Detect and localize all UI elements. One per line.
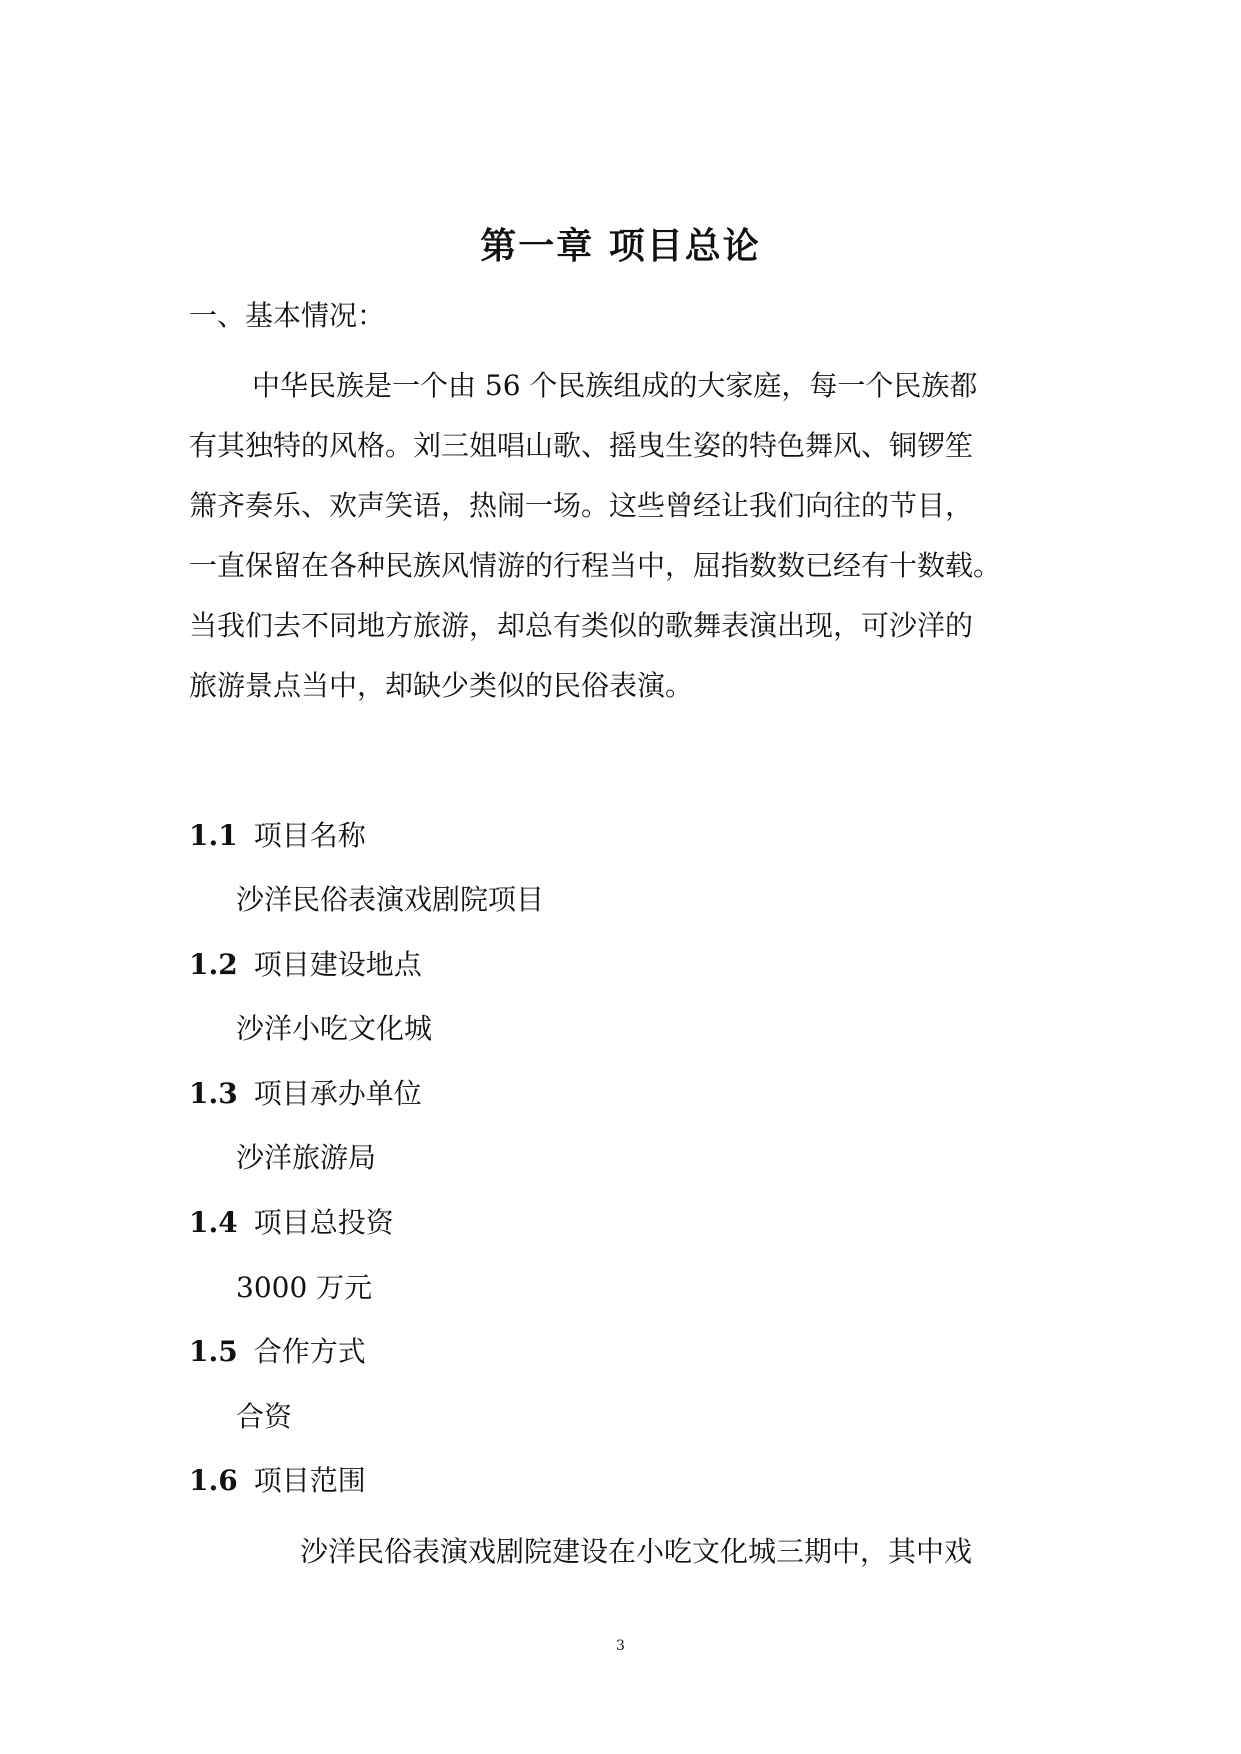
item-label: 项目名称 [253, 819, 366, 852]
item-number: 1.3 [189, 1077, 238, 1110]
item-heading-1-1 [189, 814, 366, 854]
item-label: 项目承办单位 [253, 1077, 422, 1110]
item-label: 合作方式 [253, 1335, 366, 1368]
page-number: 3 [616, 1638, 625, 1654]
intro-line: 一直保留在各种民族风情游的行程当中，屈指数数已经有十数载。 [189, 549, 1002, 582]
intro-line: 中华民族是一个由 56 个民族组成的大家庭，每一个民族都 [252, 369, 978, 402]
intro-line: 箫齐奏乐、欢声笑语，热闹一场。这些曾经让我们向往的节目， [189, 489, 974, 522]
item-value-1-1: 沙洋民俗表演戏剧院项目 [236, 883, 545, 916]
item-value-1-5: 合资 [236, 1400, 293, 1433]
item-number: 1.6 [189, 1464, 238, 1497]
item-heading-1-2 [189, 943, 422, 983]
item-heading-1-3 [189, 1072, 422, 1112]
item-value-1-2: 沙洋小吃文化城 [236, 1012, 433, 1045]
item-number: 1.1 [189, 819, 238, 852]
intro-paragraph [189, 356, 1059, 716]
intro-line: 有其独特的风格。刘三姐唱山歌、摇曳生姿的特色舞风、铜锣笙 [189, 429, 974, 462]
item-label: 项目建设地点 [253, 948, 422, 981]
item-heading-1-4 [189, 1201, 394, 1241]
item-heading-1-6 [189, 1459, 366, 1499]
item-label: 项目范围 [253, 1464, 366, 1497]
section-heading: 一、基本情况： [189, 299, 386, 332]
chapter-title: 第一章 项目总论 [480, 225, 761, 267]
item-label: 项目总投资 [253, 1206, 394, 1239]
scope-paragraph: 沙洋民俗表演戏剧院建设在小吃文化城三期中，其中戏 [300, 1535, 973, 1568]
intro-line: 当我们去不同地方旅游，却总有类似的歌舞表演出现，可沙洋的 [189, 609, 974, 642]
item-value-1-4: 3000 万元 [236, 1271, 373, 1304]
item-number: 1.2 [189, 948, 238, 981]
item-heading-1-5 [189, 1330, 366, 1370]
intro-line: 旅游景点当中，却缺少类似的民俗表演。 [189, 669, 694, 702]
item-number: 1.5 [189, 1335, 238, 1368]
item-number: 1.4 [189, 1206, 238, 1239]
item-value-1-3: 沙洋旅游局 [236, 1141, 377, 1174]
